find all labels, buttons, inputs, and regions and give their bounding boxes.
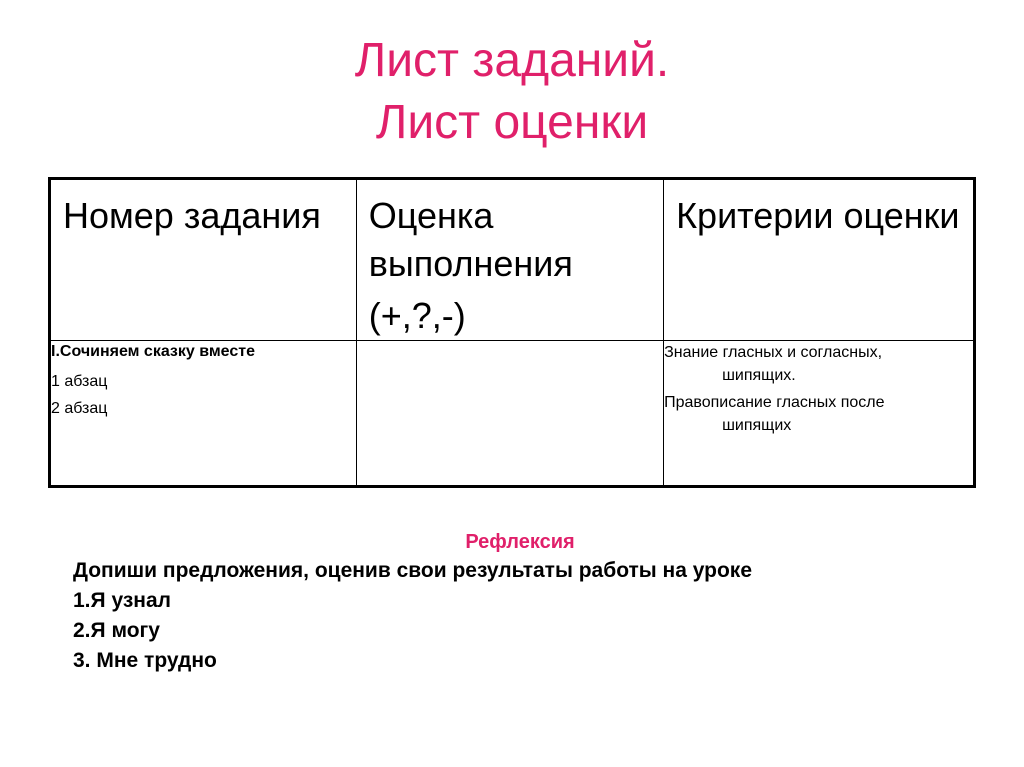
criteria-item — [664, 341, 973, 387]
reflection-item: 2.Я могу — [73, 619, 160, 642]
header-score-scale: (+,?,-) — [368, 295, 466, 336]
task-item: 1 абзац — [51, 373, 108, 390]
criteria-item — [664, 391, 973, 437]
header-task-number: Номер задания — [50, 179, 357, 341]
task-item: 2 абзац — [51, 400, 108, 417]
grading-table — [48, 177, 976, 488]
criteria-item-continuation: шипящих. — [722, 367, 796, 384]
cell-criteria — [664, 341, 975, 487]
criteria-item-text: Правописание гласных после — [664, 394, 885, 411]
header-criteria: Критерии оценки — [664, 179, 975, 341]
title-line-grading: Лист оценки — [375, 96, 649, 149]
table-row — [50, 341, 975, 487]
reflection-body — [73, 556, 1024, 676]
task-title: I.Сочиняем сказку вместе — [51, 343, 255, 360]
cell-task — [50, 341, 357, 487]
reflection-instruction: Допиши предложения, оценив свои результаты работы на уроке — [73, 559, 752, 582]
title-line-tasks: Лист заданий. — [354, 34, 670, 87]
reflection-title: Рефлексия — [465, 531, 575, 553]
cell-score-empty[interactable] — [356, 341, 663, 487]
header-score-label: Оценка выполнения — [368, 195, 573, 284]
header-score — [356, 179, 663, 341]
criteria-item-text: Знание гласных и согласных, — [664, 344, 883, 361]
reflection-item: 3. Мне трудно — [73, 649, 217, 672]
page-title — [0, 30, 1024, 154]
reflection-section — [0, 528, 1024, 676]
criteria-item-continuation: шипящих — [722, 417, 792, 434]
reflection-item: 1.Я узнал — [73, 589, 171, 612]
table-header-row — [50, 179, 975, 341]
